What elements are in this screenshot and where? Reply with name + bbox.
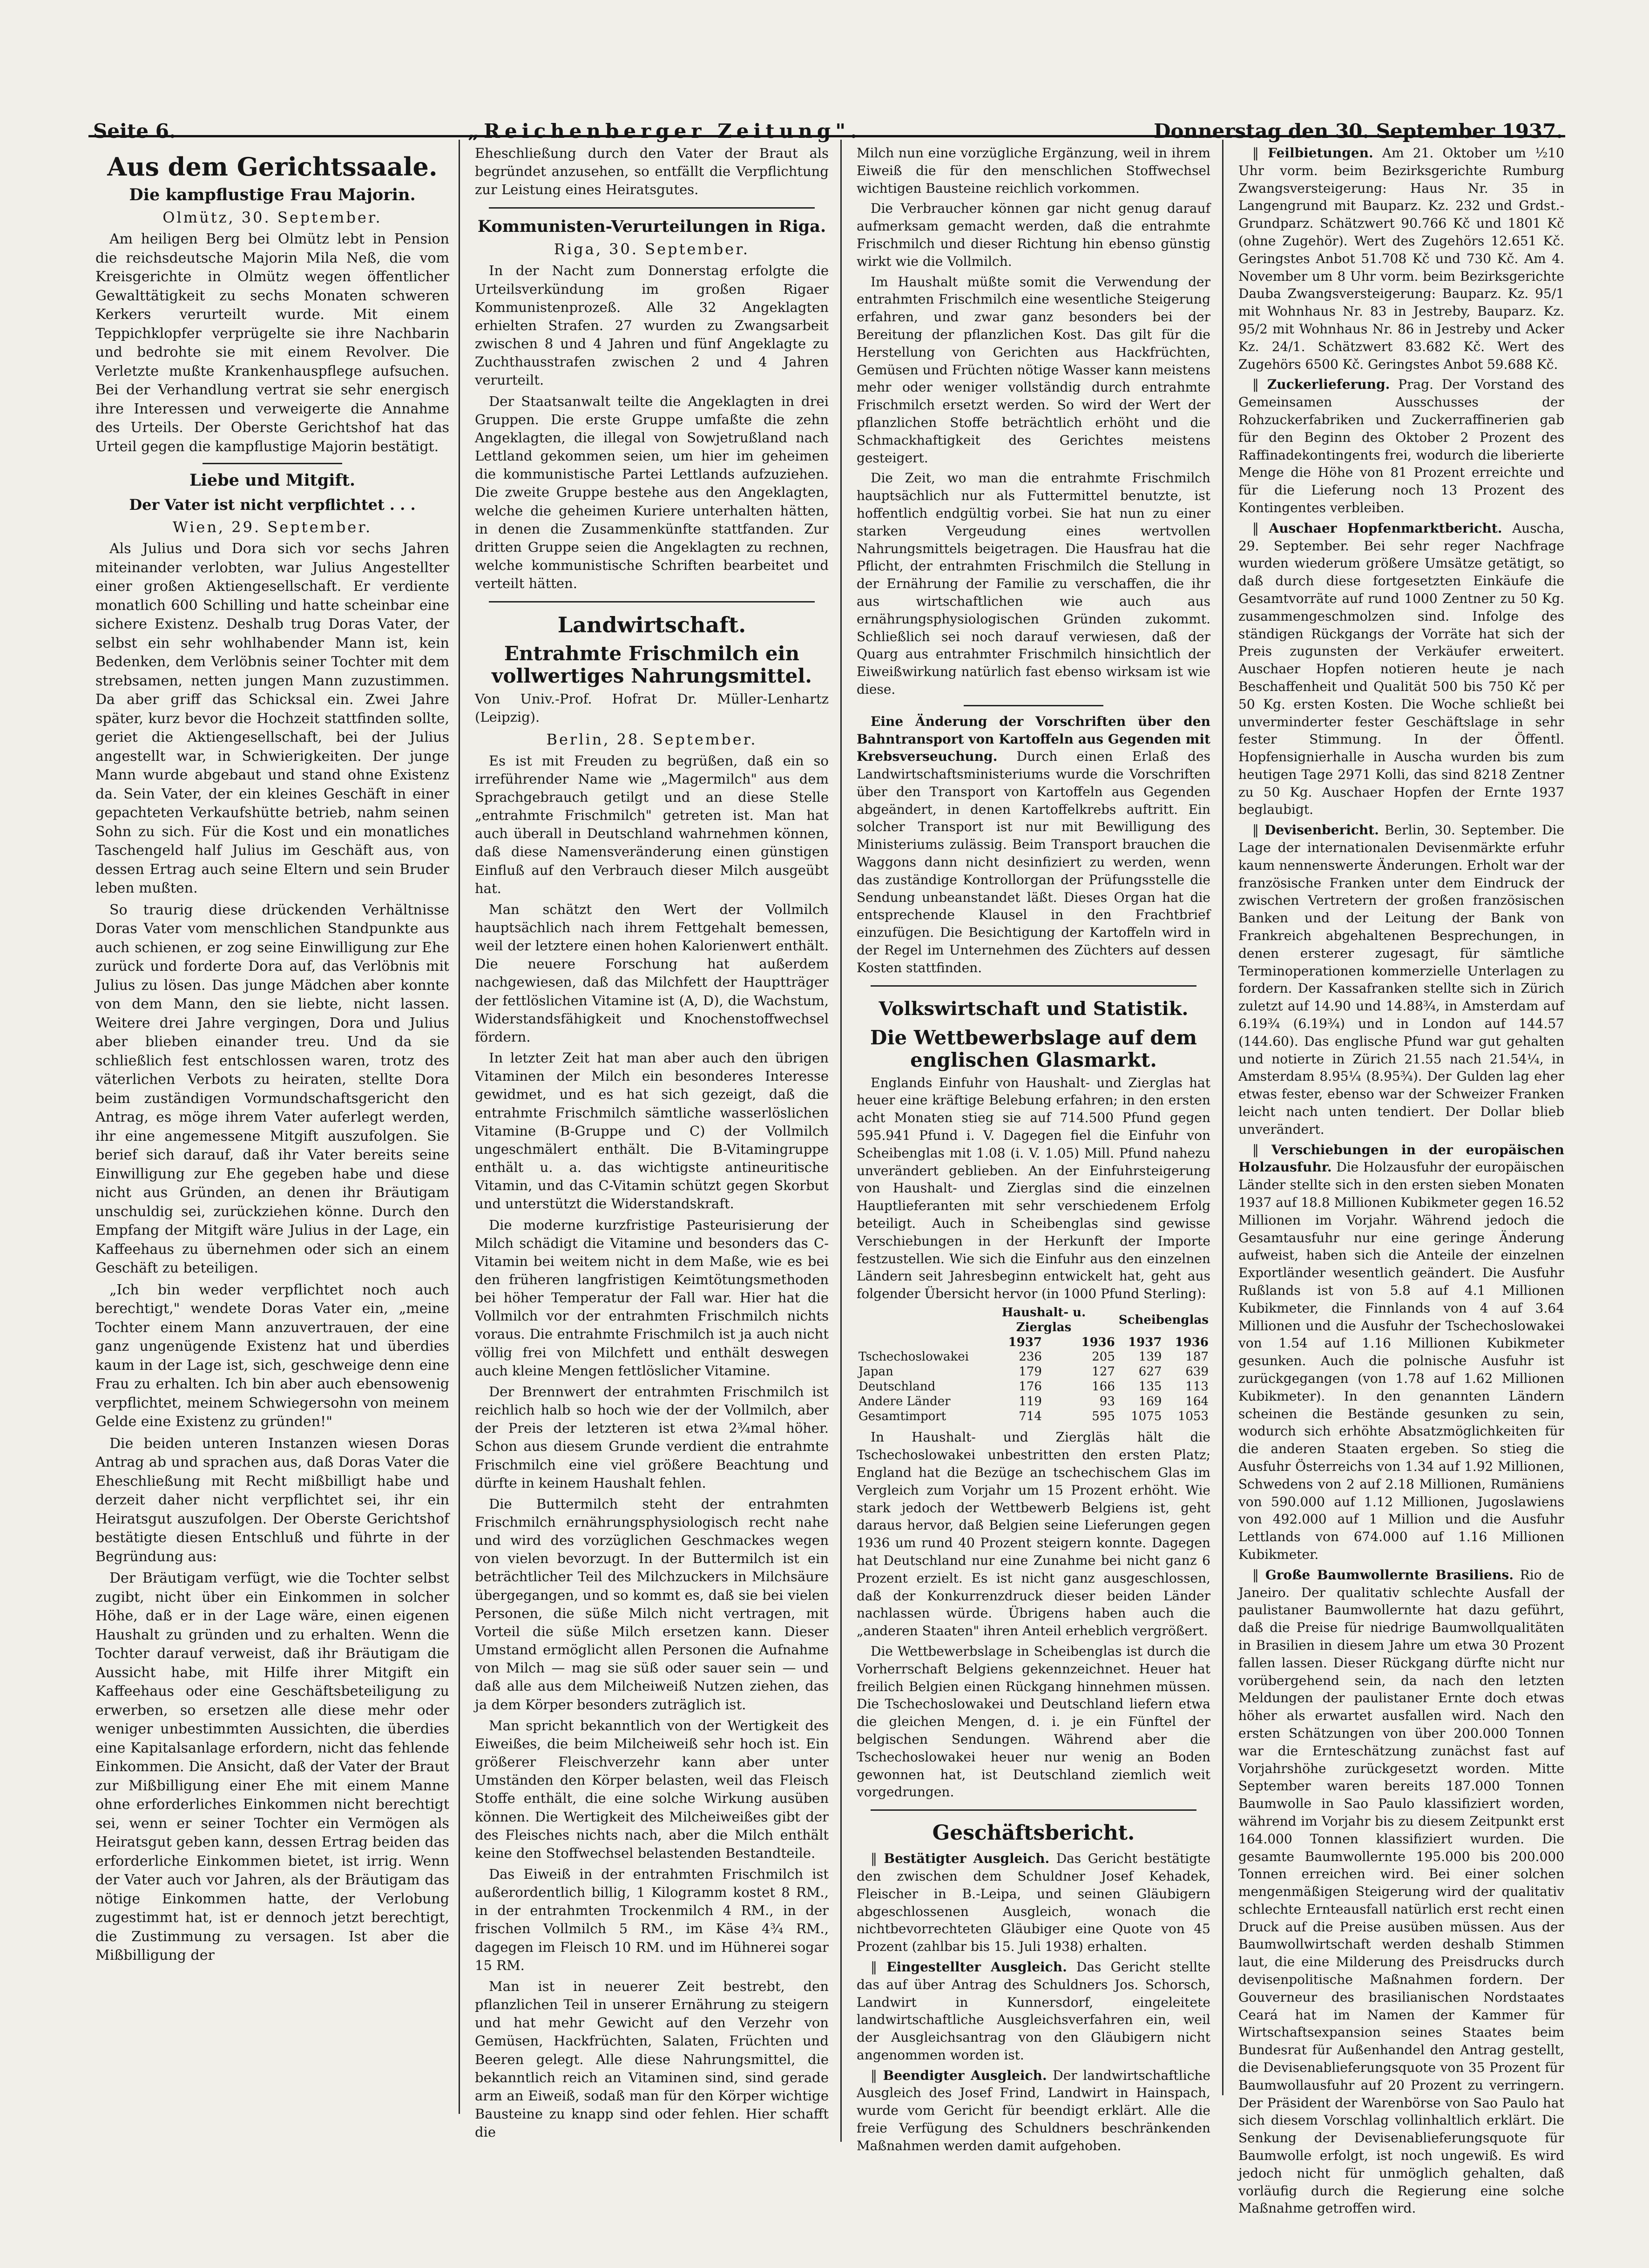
business-notice: ‖ Bestätigter Ausgleich. Das Gericht bestätigte den zwischen dem Schuldner Josef Kehadek, Fleischer in B.-Leipa, und seinen Gläubigern abgeschlossenen Ausgleich, wonach die nichtbevorrechteten Gläubiger eine Quote von 45 Prozent (zahlbar bis 15. Juli 1938) erhalten. — [857, 1851, 1211, 1955]
article-title: Entrahmte Frischmilch ein vollwertiges Nahrungsmittel. — [492, 642, 812, 688]
table-cell: 164 — [1185, 1394, 1209, 1408]
table-cell: 205 — [1092, 1350, 1115, 1364]
article-body: Durch einen Erlaß des Landwirtschaftsministeriums wurde die Vorschriften über den Transport von Kartoffeln aus Gegenden abgeändert, in denen Kartoffelkrebs auftritt. Ein solcher Transport ist nur mit Bewilligung des Ministeriums zulässig. Beim Transport brauchen die Waggons dann nicht desinfiziert zu werden, wenn das zuständige Kontrollorgan der Prüfungsstelle die Sendung unbeanstandet läßt. Dieses Organ hat die entsprechende Klausel in den Frachtbrief einzufügen. Die Besichtigung der Kartoffeln wird in der Regel im Unternehmen des Züchters auf dessen Kosten stattfinden. — [857, 749, 1210, 975]
notice-body: Auscha, 29. September. Bei sehr reger Nachfrage wurden wiederum größere Umsätze getätigt, so daß durch diese fortgesetzten Einkäufe die Gesamtvorräte auf rund 1000 Zentner zu 50 Kg. zusammengeschmolzen sind. Infolge des ständigen Rückgangs der Vorräte hat sich der Preis zugunsten der Verkäufer erweitert. Auschaer Hopfen notieren heute je nach Beschaffenheit und Qualität 500 bis 750 Kč per 50 Kg. ersten Kosten. Die Woche schließt bei unverminderter fester Geschäftslage in sehr fester Stimmung. In der Öffentl. Hopfensignierhalle in Auscha wurden bis zum heutigen Tage 2971 Kolli, das sind 8218 Zentner zu 50 Kg. Auschaer Hopfen der Ernte 1937 beglaubigt. — [1238, 520, 1564, 818]
row-label: Japan — [858, 1365, 893, 1379]
article-paragraph: Die beiden unteren Instanzen wiesen Doras Antrag ab und sprachen aus, daß Doras Vater die Eheschließung mit Recht mißbilligt habe und derzeit daher nicht verpflichtet sei, ihr ein Heiratsgut auszufolgen. Der Oberste Gerichtshof bestätigte diesen Entschluß und führte in der Begründung aus: — [95, 1435, 449, 1565]
table-row — [857, 1380, 1210, 1395]
article-paragraph: Im Haushalt müßte somit die Verwendung der entrahmten Frischmilch eine wesentliche Steigerung erfahren, und zwar ganz besonders bei der Bereitung der pflanzlichen Kost. Das gilt für die Herstellung von Gerichten aus Hackfrüchten, Gemüsen und Früchten nötige Wasser kann meistens mehr oder weniger vollständig durch entrahmte Frischmilch ersetzt werden. So wird der Wert der pflanzlichen Stoffe beträchtlich erhöht und die Schmackhaftigkeit des Gerichtes meistens gesteigert. — [857, 274, 1210, 466]
notice-tag: Große Baumwollernte Brasiliens. — [1265, 1567, 1514, 1583]
dateline: Berlin, 28. September. — [546, 730, 757, 748]
notice-body: Rio de Janeiro. Der qualitativ schlechte Ausfall der paulistaner Baumwollernte hat dazu geführt, daß die Preise für niedrige Baumwollqualitäten in Brasilien in diesem Jahre um etwa 30 Prozent fallen lassen. Dieser Rückgang dürfte nicht nur vorübergehend sein, da nach den letzten Meldungen der paulistaner Ernte doch etwas höher als erwartet ausfallen wird. Nach den ersten Schätzungen von über 200.000 Tonnen war die Ernteschätzung zunächst fast auf Vorjahrshöhe zurückgesetzt worden. Mitte September waren bereits 187.000 Tonnen Baumwolle in Sao Paulo klassifiziert worden, während im Vorjahr bis zu diesem Zeitpunkt erst 164.000 Tonnen klassifiziert wurden. Die gesamte Baumwollernte 195.000 bis 200.000 Tonnen erreichen wird. Bei einer solchen mengenmäßigen Steigerung wird der qualitativ schlechte Ernteausfall natürlich erst recht einen Druck auf die Preise ausüben müssen. Aus der Baumwollwirtschaft werden deshalb Stimmen laut, die eine Milderung des Preisdrucks durch devisenpolitische Maßnahmen fordern. Der Gouverneur des brasilianischen Nordstaates Ceará hat im Namen der Kammer für Wirtschaftsexpansion seines Staates beim Bundesrat für Außenhandel den Antrag gestellt, die Devisenablieferungsquote von 35 Prozent für Baumwollausfuhr auf 20 Prozent zu verringern. Der Präsident der Warenbörse von Sao Paulo hat sich diesem Vorschlag vollinhaltlich erklärt. Die Senkung der Devisenablieferungsquote für Baumwolle erfolgt, ist noch ungewiß. Es wird jedoch nicht für unmöglich gehalten, daß vorläufig durch die Regierung eine solche Maßnahme getroffen wird. — [1238, 1567, 1564, 2216]
column-divider — [840, 140, 842, 2142]
article-paragraph: Englands Einfuhr von Haushalt- und Zierglas hat heuer eine kräftige Belebung erfahren; in den ersten acht Monaten stieg sie auf 714.500 Pfund gegen 595.941 Pfund i. V. Dagegen fiel die Einfuhr von Scheibenglas mit 1.08 (i. V. 1.05) Mill. Pfund nahezu unverändert geblieben. An der Einfuhrsteigerung von Haushalt- und Zierglas sind die einzelnen Hauptlieferanten mit sehr verschiedenem Erfolg beteiligt. Auch in Scheibenglas sind gewisse Verschiebungen in der Herkunft der Importe festzustellen. Wie sich die Einfuhr aus den einzelnen Ländern seit Jahresbeginn entwickelt hat, geht aus folgender Übersicht hervor (in 1000 Pfund Sterling): — [857, 1075, 1210, 1302]
notice-body: Der landwirtschaftliche Ausgleich des Josef Frind, Landwirt in Hainspach, wurde vom Gericht für beendigt erklärt. Alle die freie Verfügung des Schuldners beschränkenden Maßnahmen werden damit aufgehoben. — [857, 2067, 1210, 2153]
header-rule — [88, 135, 1565, 137]
notice-tag: Auschaer Hopfenmarktbericht. — [1269, 520, 1502, 536]
table-header — [857, 1335, 1210, 1350]
article-paragraph: Der Bräutigam verfügt, wie die Tochter selbst zugibt, nicht über ein Einkommen in solcher Höhe, daß er in der Lage wäre, einen eigenen Haushalt zu gründen und zu erhalten. Wenn die Tochter darauf verweist, daß ihr Bräutigam die Aussicht habe, mit Hilfe ihrer Mitgift ein Kaffeehaus oder eine Geschäftsbeteiligung zu erwerben, so ersetzen alle diese mehr oder weniger unbestimmten Aussichten, die überdies eine Kapitalsanlage erfordern, nicht das fehlende Einkommen. Die Ansicht, daß der Vater der Braut zur Mißbilligung einer Ehe mit einem Manne ohne erforderliches Einkommen nicht berechtigt sei, wenn er seiner Tochter ein Vermögen als Heiratsgut geben kann, dessen Ertrag beiden das erforderliche Einkommen bietet, ist irrig. Wenn der Vater auch vor Jahren, als der Bräutigam das nötige Einkommen hatte, der Verlobung zugestimmt hat, ist er dennoch jetzt berechtigt, die Zustimmung zu versagen. Ist aber die Mißbilligung der — [95, 1570, 449, 1963]
business-notice: ‖ Feilbietungen. Am 21. Oktober um ½10 Uhr vorm. beim Bezirksgerichte Rumburg Zwangsversteigerung: Haus Nr. 35 in Langengrund mit Bauparz. Kz. 232 und Grdst.-Grundparz. Schätzwert 90.766 Kč und 1801 Kč (ohne Zugehör). Wert des Zugehörs 12.651 Kč. Geringstes Anbot 51.708 Kč und 730 Kč. Am 4. November um 8 Uhr vorm. beim Bezirksgerichte Dauba Zwangsversteigerung: Bauparz. Kz. 95/1 mit Wohnhaus Nr. 83 in Jestreby, Bauparz. Kz. 95/2 mit Wohnhaus Nr. 86 in Jestreby und Acker Kz. 24/1. Schätzwert 83.682 Kč. Wert des Zugehörs 6500 Kč. Geringstes Anbot 59.688 Kč. — [1238, 145, 1564, 372]
table-cell: 176 — [1019, 1380, 1042, 1394]
notice-tag: Feilbietungen. — [1268, 145, 1373, 161]
table-cell: 1053 — [1177, 1409, 1209, 1423]
table-row — [857, 1365, 1210, 1380]
article-paragraph: In letzter Zeit hat man aber auch den übrigen Vitaminen der Milch ein besonderes Interesse gewidmet, und es hat sich gezeigt, daß die entrahmte Frischmilch sämtliche wasserlöslichen Vitamine (B-Gruppe und C) der Vollmilch ungeschmälert enthält. Die B-Vitamingruppe enthält u. a. das wichtigste antineuritische Vitamin, und das C-Vitamin schützt gegen Skorbut und unterstützt die Widerstandskraft. — [475, 1050, 829, 1212]
business-notice: ‖ Große Baumwollernte Brasiliens. Rio de Janeiro. Der qualitativ schlechte Ausfall der paulistaner Baumwollernte hat dazu geführt, daß die Preise für niedrige Baumwollqualitäten in Brasilien in diesem Jahre um etwa 30 Prozent fallen lassen. Dieser Rückgang dürfte nicht nur vorübergehend sein, da nach den letzten Meldungen der paulistaner Ernte doch etwas höher als erwartet ausfallen wird. Nach den ersten Schätzungen von über 200.000 Tonnen war die Ernteschätzung zunächst fast auf Vorjahrshöhe zurückgesetzt worden. Mitte September waren bereits 187.000 Tonnen Baumwolle in Sao Paulo klassifiziert worden, während im Vorjahr bis zu diesem Zeitpunkt erst 164.000 Tonnen klassifiziert wurden. Die gesamte Baumwollernte 195.000 bis 200.000 Tonnen erreichen wird. Bei einer solchen mengenmäßigen Steigerung wird der qualitativ schlechte Ernteausfall natürlich erst recht einen Druck auf die Preise ausüben müssen. Aus der Baumwollwirtschaft werden deshalb Stimmen laut, die eine Milderung des Preisdrucks durch devisenpolitische Maßnahmen fordern. Der Gouverneur des brasilianischen Nordstaates Ceará hat im Namen der Kammer für Wirtschaftsexpansion seines Staates beim Bundesrat für Außenhandel den Antrag gestellt, die Devisenablieferungsquote von 35 Prozent für Baumwollausfuhr auf 20 Prozent zu verringern. Der Präsident der Warenbörse von Sao Paulo hat sich diesem Vorschlag vollinhaltlich erklärt. Die Senkung der Devisenablieferungsquote für Baumwolle erfolgt, ist noch ungewiß. Es wird jedoch nicht für unmöglich gehalten, daß vorläufig durch die Regierung eine solche Maßnahme getroffen wird. — [1238, 1567, 1564, 2216]
table-cell: 627 — [1138, 1365, 1162, 1379]
article-paragraph: Der Staatsanwalt teilte die Angeklagten in drei Gruppen. Die erste Gruppe umfaßte die zehn Angeklagten, die illegal von Sowjetrußland nach Lettland gekommen seien, um hier im geheimen die kommunistische Partei Lettlands aufzuziehen. Die zweite Gruppe bestehe aus den Angeklagten, welche die geheimen Kuriere unterhalten hätten, in denen die Zusammenkünfte stattfanden. Zur dritten Gruppe seien die Angeklagten zu rechnen, welche kommunistische Schriften bearbeitet und verteilt hätten. — [475, 393, 829, 592]
business-notice: ‖ Auschaer Hopfenmarktbericht. Auscha, 29. September. Bei sehr reger Nachfrage wurden wiederum größere Umsätze getätigt, so daß durch diese fortgesetzten Einkäufe die Gesamtvorräte auf rund 1000 Zentner zu 50 Kg. zusammengeschmolzen sind. Infolge des ständigen Rückgangs der Vorräte hat sich der Preis zugunsten der Verkäufer erweitert. Auschaer Hopfen notieren heute je nach Beschaffenheit und Qualität 500 bis 750 Kč per 50 Kg. ersten Kosten. Die Woche schließt bei unverminderter fester Geschäftslage in sehr fester Stimmung. In der Öffentl. Hopfensignierhalle in Auscha wurden bis zum heutigen Tage 2971 Kolli, das sind 8218 Zentner zu 50 Kg. Auschaer Hopfen der Ernte 1937 beglaubigt. — [1238, 520, 1564, 818]
section-heading: Landwirtschaft. — [557, 612, 746, 638]
table-cell: 127 — [1092, 1365, 1115, 1379]
table-row — [857, 1409, 1210, 1424]
column-divider — [1222, 140, 1223, 2095]
table-cell: 639 — [1185, 1365, 1209, 1379]
article-title: Liebe und Mitgift. — [189, 471, 356, 490]
table-group-header: Haushalt- u. Zierglas — [1001, 1306, 1086, 1334]
dateline: Wien, 29. September. — [172, 518, 372, 536]
article-paragraph: Eheschließung durch den Vater der Braut als begründet anzusehen, so entfällt die Verpflichtung zur Leistung eines Heiratsgutes. — [475, 145, 829, 198]
table-cell: 236 — [1019, 1350, 1042, 1364]
table-cell — [857, 1306, 971, 1335]
section-heading: Aus dem Gerichtssaale. — [107, 152, 438, 182]
column-4 — [1238, 144, 1564, 2220]
issue-date: Donnerstag den 30. September 1937. — [1154, 120, 1563, 142]
article-title: Die kampflustige Frau Majorin. — [129, 185, 416, 204]
article-paragraph: Man spricht bekanntlich von der Wertigkeit des Eiweißes, die beim Milcheiweiß sehr hoch ist. Ein größerer Fleischverzehr kann aber unter Umständen den Körper belasten, weil das Fleisch Stoffe enthält, die eine solche Wirkung ausüben können. Die Wertigkeit des Milcheiweißes gibt der des Fleisches nichts nach, aber die Milch enthält keine den Stoffwechsel belastenden Bestandteile. — [475, 1717, 829, 1861]
notice-tag: Eingestellter Ausgleich. — [886, 1959, 1067, 1975]
notice-tag: Verschiebungen in der europäischen Holzausfuhr. — [1238, 1142, 1564, 1175]
dateline: Riga, 30. September. — [554, 240, 750, 258]
business-notice: ‖ Eingestellter Ausgleich. Das Gericht stellte das auf über Antrag des Schuldners Jos. Schorsch, Landwirt in Kunnersdorf, eingeleitete landwirtschaftliche Ausgleichsverfahren ein, weil der Ausgleichsantrag von den Gläubigern nicht angenommen worden ist. — [857, 1959, 1210, 2063]
article-paragraph: Die Zeit, wo man die entrahmte Frischmilch hauptsächlich nur als Futtermittel benutzte, ist hoffentlich endgültig vorbei. Sie hat nun zu einer starken Vergeudung eines wertvollen Nahrungsmittels beigetragen. Die Hausfrau hat die Pflicht, der entrahmten Frischmilch die Stellung in der Ernährung der Familie zu verschaffen, die ihr aus wirtschaftlichen wie auch aus ernährungsphysiologischen Gründen zukommt. Schließlich sei noch darauf verwiesen, daß der Quarg aus entrahmter Frischmilch hinsichtlich der Eiweißwirkung natürlich fast ebenso wirksam ist wie diese. — [857, 470, 1210, 697]
notice-body: Berlin, 30. September. Die Lage der internationalen Devisenmärkte erfuhr kaum nennenswerte Änderungen. Erholt war der französische Franken unter dem Eindruck der zwischen Vertretern der großen französischen Banken und der Leitung der Bank von Frankreich abgehaltenen Besprechungen, in denen ersterer zugesagt, für sämtliche Terminoperationen kommerzielle Unterlagen zu fordern. Der Kassafranken stellte sich in Zürich zuletzt auf 14.90 und 14.88¾, in Amsterdam auf 6.19¾ (6.19¾) und in London auf 144.57 (144.60). Das englische Pfund war gut gehalten und notierte in Zürich 21.55 nach 21.54¼, in Amsterdam 8.95¼ (8.95¾). Der Gulden lag eher etwas fester, ebenso war der Schweizer Franken leicht nach unten tendiert. Der Dollar blieb unverändert. — [1238, 822, 1564, 1137]
notice-body: Die Holzausfuhr der europäischen Länder stellte sich in den ersten sieben Monaten 1937 auf 18.8 Millionen Kubikmeter gegen 16.52 Millionen im Vorjahr. Während jedoch die Gesamtausfuhr nur eine geringe Änderung aufweist, haben sich die Anteile der einzelnen Exportländer wesentlich geändert. Die Ausfuhr Rußlands ist von 5.8 auf 4.1 Millionen Kubikmeter, die Finnlands von 4 auf 3.64 Millionen und die Ausfuhr der Tschechoslowakei von 1.54 auf 1.16 Millionen Kubikmeter gesunken. Auch die polnische Ausfuhr ist zurückgegangen (von 1.78 auf 1.62 Millionen Kubikmeter). In den genannten Ländern scheinen die Bestände gesunken zu sein, wodurch sich erhöhte Absatzmöglichkeiten für die anderen Staaten ergeben. So stieg die Ausfuhr Österreichs von 1.34 auf 1.92 Millionen, Schwedens von 2 auf 2.18 Millionen, Rumäniens von 590.000 auf 1.12 Millionen, Jugoslawiens von 492.000 auf 1 Million und die Ausfuhr Lettlands von 674.000 auf 1.16 Millionen Kubikmeter. — [1238, 1159, 1564, 1562]
notice-tag: Bestätigter Ausgleich. — [884, 1851, 1050, 1867]
row-label: Deutschland — [858, 1380, 936, 1394]
notice-tag: Beendigter Ausgleich. — [883, 2067, 1047, 2083]
article-paragraph: Als Julius und Dora sich vor sechs Jahren miteinander verlobten, war Julius Angestellter einer großen Aktiengesellschaft. Er verdiente monatlich 600 Schilling und hatte scheinbar eine sichere Existenz. Deshalb trug Doras Vater, der selbst ein sehr wohlhabender Mann ist, kein Bedenken, dem Verlöbnis seiner Tochter mit dem strebsamen, netten jungen Mann zuzustimmen. Da aber griff das Schicksal ein. Zwei Jahre später, kurz bevor die Hochzeit stattfinden sollte, geriet die Aktiengesellschaft, bei der Julius angestellt war, in Schwierigkeiten. Der junge Mann wurde abgebaut und stand ohne Existenz da. Sein Vater, der ein kleines Geschäft in einer gepachteten Verkaufshütte betrieb, nahm seinen Sohn zu sich. Für die Kost und ein monatliches Taschengeld half Julius im Geschäft aus, von dessen Ertrag auch seine Eltern und sein Bruder leben mußten. — [95, 541, 449, 896]
article-title: Eine Änderung der Vorschriften über den Bahntransport von Kartoffeln aus Gegenden mit Krebsverseuchung. — [857, 713, 1210, 765]
article-paragraph: In Haushalt- und Ziergläs hält die Tschechoslowakei unbestritten den ersten Platz; England hat die Bezüge an tschechischem Glas im Vergleich zum Vorjahr um 15 Prozent erhöht. Wie stark jedoch der Wettbewerb Belgiens ist, geht daraus hervor, daß Belgien seine Lieferungen gegen 1936 um rund 40 Prozent steigern konnte. Dagegen hat Deutschland nur eine Zunahme bei nicht ganz 6 Prozent erzielt. Es ist nicht ganz ausgeschlossen, daß der Konkurrenzdruck dieser beiden Länder nachlassen würde. Übrigens haben auch die „anderen Staaten" ihren Anteil erheblich vergrößert. — [857, 1429, 1210, 1639]
year-header: 1937 — [1128, 1335, 1162, 1349]
notice-body: Das Gericht bestätigte den zwischen dem Schuldner Josef Kehadek, Fleischer in B.-Leipa, und seinen Gläubigern abgeschlossenen Ausgleich, wonach die nichtbevorrechteten Gläubiger eine Quote von 45 Prozent (zahlbar bis 15. Juli 1938) erhalten. — [857, 1851, 1211, 1955]
article-paragraph: Es ist mit Freuden zu begrüßen, daß ein so irreführender Name wie „Magermilch" aus dem Sprachgebrauch getilgt und an diese Stelle „entrahmte Frischmilch" getreten ist. Man hat auch überall in Deutschland wahrnehmen können, daß diese Namensveränderung einen günstigen Einfluß auf den Verbrauch dieser Milch ausgeübt hat. — [475, 752, 829, 896]
article-paragraph: Man ist in neuerer Zeit bestrebt, den pflanzlichen Teil in unserer Ernährung zu steigern und hat mehr Gewicht auf den Verzehr von Gemüsen, Hackfrüchten, Salaten, Früchten und Beeren gelegt. Alle diese Nahrungsmittel, die bekanntlich reich an Vitaminen sind, sind gerade arm an Eiweiß, sodaß man für den Körper wichtige Bausteine zu knapp sind oder fehlen. Hier schafft die — [475, 1978, 829, 2140]
article-paragraph: So traurig diese drückenden Verhältnisse Doras Vater vom menschlichen Standpunkte aus auch schienen, er zog seine Einwilligung zur Ehe zurück und forderte Dora auf, das Verlöbnis mit Julius zu lösen. Das junge Mädchen aber konnte von dem Mann, den sie liebte, nicht lassen. Weitere drei Jahre vergingen, Dora und Julius aber blieben einander treu. Und da sie schließlich fest entschlossen waren, trotz des väterlichen Verbots zu heiraten, stellte Dora beim zuständigen Vormundschaftsgericht den Antrag, es möge ihrem Vater auferlegt werden, ihr eine angemessene Mitgift auszufolgen. Sie berief sich darauf, daß ihr Vater bereits seine Einwilligung zur Ehe gegeben habe und diese nicht aus Gründen, an denen ihr Bräutigam unschuldig sei, zurückziehen könne. Durch den Empfang der Mitgift wäre Julius in der Lage, ein Kaffeehaus zu übernehmen oder sich an einem Geschäft zu beteiligen. — [95, 901, 449, 1276]
article-paragraph: Das Eiweiß in der entrahmten Frischmilch ist außerordentlich billig, 1 Kilogramm kostet 8 RM., in der entrahmten Trockenmilch 4 RM., in der frischen Vollmilch 5 RM., im Käse 4¾ RM., dagegen im Fleisch 10 RM. und im Hühnerei sogar 15 RM. — [475, 1866, 829, 1973]
article-paragraph: Die Buttermilch steht der entrahmten Frischmilch ernährungsphysiologisch recht nahe und wird des vorzüglichen Geschmackes wegen von vielen bevorzugt. In der Buttermilch ist ein beträchtlicher Teil des Milchzuckers in Milchsäure übergegangen, und so kommt es, daß sie bei vielen Personen, die süße Milch nicht vertragen, mit Vorteil die süße Milch ersetzen kann. Dieser Umstand ermöglicht allen Personen die Aufnahme von Milch — mag sie süß oder sauer sein — und daß alle aus dem Milcheiweiß Nutzen ziehen, das ja dem Körper besonders zuträglich ist. — [475, 1496, 829, 1713]
notice-body: Das Gericht stellte das auf über Antrag des Schuldners Jos. Schorsch, Landwirt in Kunnersdorf, eingeleitete landwirtschaftliche Ausgleichsverfahren ein, weil der Ausgleichsantrag von den Gläubigern nicht angenommen worden ist. — [857, 1959, 1210, 2063]
section-heading: Geschäftsbericht. — [932, 1821, 1135, 1845]
table-cell: 595 — [1092, 1409, 1115, 1423]
table-cell: 113 — [1185, 1380, 1209, 1394]
table-cell: 714 — [1019, 1409, 1042, 1423]
article-paragraph — [857, 713, 1210, 977]
table-header — [857, 1306, 1210, 1335]
business-notice: ‖ Zuckerlieferung. Prag. Der Vorstand des Gemeinsamen Ausschusses der Rohzuckerfabriken und Zuckerraffinerien gab für den Beginn des Oktober 2 Prozent des Raffinadekontingents frei, wodurch die liberierte Menge die Höhe von 81 Prozent erreichte und für die Lieferung noch 13 Prozent des Kontingentes verbleiben. — [1238, 377, 1565, 515]
notice-body: Prag. Der Vorstand des Gemeinsamen Ausschusses der Rohzuckerfabriken und Zuckerraffinerien gab für den Beginn des Oktober 2 Prozent des Raffinadekontingents frei, wodurch die liberierte Menge die Höhe von 81 Prozent erreichte und für die Lieferung noch 13 Prozent des Kontingentes verbleiben. — [1238, 377, 1565, 515]
divider — [871, 1809, 1196, 1811]
row-label: Andere Länder — [858, 1394, 951, 1408]
article-title: Die Wettbewerbslage auf dem englischen Glasmarkt. — [870, 1026, 1197, 1071]
business-notice: ‖ Beendigter Ausgleich. Der landwirtschaftliche Ausgleich des Josef Frind, Landwirt in Hainspach, wurde vom Gericht für beendigt erklärt. Alle die freie Verfügung des Schuldners beschränkenden Maßnahmen werden damit aufgehoben. — [857, 2067, 1210, 2153]
article-paragraph: Man schätzt den Wert der Vollmilch hauptsächlich nach ihrem Fettgehalt bemessen, weil der letztere einen hohen Kalorienwert enthält. Die neuere Forschung hat außerdem nachgewiesen, daß das Milchfett der Hauptträger der fettlöslichen Vitamine ist (A, D), die Wachstum, Widerstandsfähigkeit und Knochenstoffwechsel fördern. — [475, 901, 829, 1045]
table-cell: 166 — [1092, 1380, 1115, 1394]
article-paragraph: Die Verbraucher können gar nicht genug darauf aufmerksam gemacht werden, daß die entrahmte Frischmilch und dieser Richtung hin ebenso günstig wirkt wie die Vollmilch. — [857, 201, 1210, 269]
year-header: 1937 — [1008, 1335, 1042, 1349]
article-title: Kommunisten-Verurteilungen in Riga. — [477, 217, 826, 237]
article-paragraph: Die moderne kurzfristige Pasteurisierung der Milch schädigt die Vitamine und besonders das C-Vitamin bei weitem nicht in dem Maße, wie es bei den früheren langfristigen Keimtötungsmethoden bei höher Temperatur der Fall war. Hier hat die Vollmilch vor der entrahmten Frischmilch nichts voraus. Die entrahmte Frischmilch ist ja auch nicht völlig frei von Milchfett und enthält deswegen auch kleine Mengen fettlöslicher Vitamine. — [475, 1217, 829, 1379]
business-notice: ‖ Verschiebungen in der europäischen Holzausfuhr. Die Holzausfuhr der europäischen Länder stellte sich in den ersten sieben Monaten 1937 auf 18.8 Millionen Kubikmeter gegen 16.52 Millionen im Vorjahr. Während jedoch die Gesamtausfuhr nur eine geringe Änderung aufweist, haben sich die Anteile der einzelnen Exportländer wesentlich geändert. Die Ausfuhr Rußlands ist von 5.8 auf 4.1 Millionen Kubikmeter, die Finnlands von 4 auf 3.64 Millionen und die Ausfuhr der Tschechoslowakei von 1.54 auf 1.16 Millionen Kubikmeter gesunken. Auch die polnische Ausfuhr ist zurückgegangen (von 1.78 auf 1.62 Millionen Kubikmeter). In den genannten Ländern scheinen die Bestände gesunken zu sein, wodurch sich erhöhte Absatzmöglichkeiten für die anderen Staaten ergeben. So stieg die Ausfuhr Österreichs von 1.34 auf 1.92 Millionen, Schwedens von 2 auf 2.18 Millionen, Rumäniens von 590.000 auf 1.12 Millionen, Jugoslawiens von 492.000 auf 1 Million und die Ausfuhr Lettlands von 674.000 auf 1.16 Millionen Kubikmeter. — [1238, 1142, 1564, 1562]
row-label: Gesamtimport — [858, 1409, 946, 1423]
table-cell: 135 — [1138, 1380, 1162, 1394]
article-paragraph: „Ich bin weder verpflichtet noch auch berechtigt," wendete Doras Vater ein, „meine Tochter einem Mann anzuvertrauen, der eine ganz ungenügende Existenz hat und überdies kaum in der Lage ist, sich, geschweige denn eine Frau zu erhalten. Ich bin aber auch ebensowenig verpflichtet, meinem Schwiegersohn von meinem Gelde eine Existenz zu gründen!" — [95, 1281, 449, 1430]
table-cell: 179 — [1019, 1365, 1042, 1379]
table-cell: 187 — [1185, 1350, 1209, 1364]
column-2 — [475, 144, 829, 2144]
row-label: Tschechoslowakei — [858, 1350, 969, 1364]
table-cell: 1075 — [1131, 1409, 1162, 1423]
table-cell: 139 — [1138, 1350, 1162, 1364]
year-header: 1936 — [1081, 1335, 1115, 1349]
table-cell: 93 — [1099, 1394, 1115, 1408]
article-paragraph: Milch nun eine vorzügliche Ergänzung, weil in ihrem Eiweiß die für den menschlichen Stoffwechsel wichtigen Bausteine reichlich vorkommen. — [857, 145, 1210, 196]
import-table — [857, 1306, 1210, 1424]
table-row — [857, 1395, 1210, 1409]
column-3 — [857, 144, 1210, 2158]
notice-tag: Zuckerlieferung. — [1267, 377, 1390, 393]
divider — [203, 463, 342, 464]
column-divider — [459, 140, 460, 2114]
divider — [964, 705, 1103, 706]
article-paragraph: Die Wettbewerbslage in Scheibenglas ist durch die Vorherrschaft Belgiens gekennzeichnet. Heuer hat freilich Belgien einen Rückgang hinnehmen müssen. Die Tschechoslowakei und Deutschland liefern etwa die gleichen Mengen, d. i. je ein Fünftel der belgischen Sendungen. Während aber die Tschechoslowakei heuer nur wenig an Boden gewonnen hat, ist Deutschland ziemlich weit vorgedrungen. — [857, 1643, 1210, 1800]
notice-tag: Devisenbericht. — [1264, 822, 1379, 838]
newspaper-title: „Reichenberger Zeitung". — [467, 120, 862, 142]
table-row — [857, 1350, 1210, 1365]
business-notice: ‖ Devisenbericht. Berlin, 30. September. Die Lage der internationalen Devisenmärkte erfuhr kaum nennenswerte Änderungen. Erholt war der französische Franken unter dem Eindruck der zwischen Vertretern der großen französischen Banken und der Leitung der Bank von Frankreich abgehaltenen Besprechungen, in denen ersterer zugesagt, für sämtliche Terminoperationen kommerzielle Unterlagen zu fordern. Der Kassafranken stellte sich in Zürich zuletzt auf 14.90 und 14.88¾, in Amsterdam auf 6.19¾ (6.19¾) und in London auf 144.57 (144.60). Das englische Pfund war gut gehalten und notierte in Zürich 21.55 nach 21.54¼, in Amsterdam 8.95¼ (8.95¾). Der Gulden lag eher etwas fester, ebenso war der Schweizer Franken leicht nach unten tendiert. Der Dollar blieb unverändert. — [1238, 822, 1564, 1137]
section-heading: Volkswirtschaft und Statistik. — [879, 997, 1189, 1020]
divider — [489, 207, 815, 209]
table-cell: 119 — [1019, 1394, 1042, 1408]
divider — [871, 985, 1196, 987]
dateline: Olmütz, 30. September. — [162, 209, 382, 226]
article-subtitle: Der Vater ist nicht verpflichtet . . . — [129, 496, 416, 514]
page-number: Seite 6. — [93, 120, 176, 142]
table-group-header: Scheibenglas — [1118, 1313, 1209, 1327]
year-header: 1936 — [1175, 1335, 1209, 1349]
table-cell: 169 — [1138, 1394, 1162, 1408]
article-paragraph: Der Brennwert der entrahmten Frischmilch ist reichlich halb so hoch wie der der Vollmilch, aber der Preis der letzteren ist etwa 2¾mal höher. Schon aus diesem Grunde verdient die entrahmte Frischmilch eine viel größere Beachtung und dürfte in keinem Haushalt fehlen. — [475, 1383, 829, 1491]
notice-body: Am 21. Oktober um ½10 Uhr vorm. beim Bezirksgerichte Rumburg Zwangsversteigerung: Haus Nr. 35 in Langengrund mit Bauparz. Kz. 232 und Grdst.-Grundparz. Schätzwert 90.766 Kč und 1801 Kč (ohne Zugehör). Wert des Zugehörs 12.651 Kč. Geringstes Anbot 51.708 Kč und 730 Kč. Am 4. November um 8 Uhr vorm. beim Bezirksgerichte Dauba Zwangsversteigerung: Bauparz. Kz. 95/1 mit Wohnhaus Nr. 83 in Jestreby, Bauparz. Kz. 95/2 mit Wohnhaus Nr. 86 in Jestreby und Acker Kz. 24/1. Schätzwert 83.682 Kč. Wert des Zugehörs 6500 Kč. Geringstes Anbot 59.688 Kč. — [1238, 145, 1564, 372]
divider — [489, 601, 815, 603]
table-cell — [857, 1335, 971, 1350]
byline: Von Univ.-Prof. Hofrat Dr. Müller-Lenhartz (Leipzig). — [475, 691, 829, 725]
article-paragraph: Am heiligen Berg bei Olmütz lebt in Pension die reichsdeutsche Majorin Mila Neß, die vom Kreisgerichte in Olmütz wegen öffentlicher Gewalttätigkeit zu sechs Monaten schweren Kerkers verurteilt wurde. Mit einem Teppichklopfer verprügelte sie ihre Nachbarin und bedrohte sie mit einem Revolver. Die Verletzte mußte Krankenhauspflege aufsuchen. Bei der Verhandlung vertrat sie sehr energisch ihre Interessen und verweigerte die Annahme des Urteils. Der Oberste Gerichtshof hat das Urteil gegen die kampflustige Majorin bestätigt. — [95, 231, 449, 455]
article-paragraph: In der Nacht zum Donnerstag erfolgte die Urteilsverkündung im großen Rigaer Kommunistenprozeß. Alle 32 Angeklagten erhielten Strafen. 27 wurden zu Zwangsarbeit zwischen 8 und 4 Jahren und fünf Angeklagte zu Zuchthausstrafen zwischen 2 und 4 Jahren verurteilt. — [475, 263, 829, 388]
column-1 — [95, 144, 449, 1968]
